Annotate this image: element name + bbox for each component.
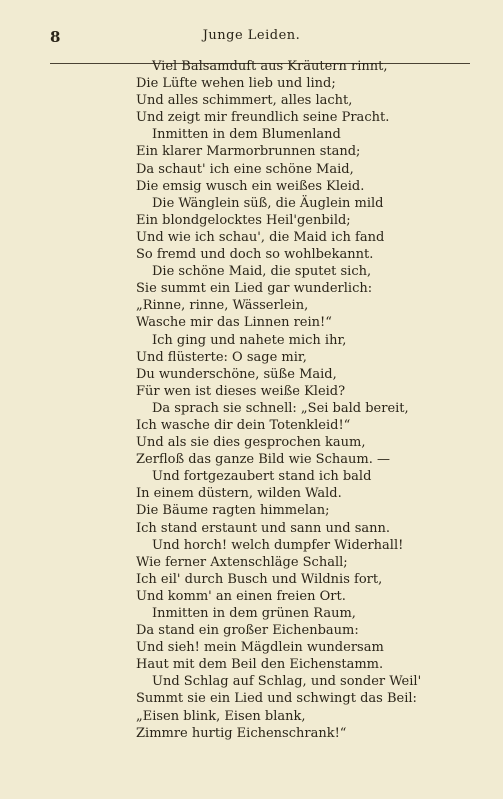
poem-line: Da stand ein großer Eichenbaum: bbox=[136, 623, 359, 639]
poem-line: Ich ging und nahete mich ihr, bbox=[152, 332, 347, 348]
poem-line: Die schöne Maid, die sputet sich, bbox=[152, 264, 372, 280]
poem-body bbox=[136, 58, 476, 742]
poem-line: Und fortgezaubert stand ich bald bbox=[152, 469, 372, 485]
poem-line: Viel Balsamduft aus Kräutern rinnt, bbox=[152, 59, 388, 74]
poem-line: Für wen ist dieses weiße Kleid? bbox=[136, 383, 346, 399]
poem-line: Da sprach sie schnell: „Sei bald bereit, bbox=[152, 400, 409, 416]
poem-line: Ein klarer Marmorbrunnen stand; bbox=[136, 144, 361, 160]
poem-line: Da schaut' ich eine schöne Maid, bbox=[136, 161, 354, 177]
poem-line: Die Bäume ragten himmelan; bbox=[136, 503, 330, 519]
poem-line: Und Schlag auf Schlag, und sonder Weil' bbox=[152, 674, 422, 690]
poem-line: Wasche mir das Linnen rein!“ bbox=[136, 315, 332, 331]
poem-line: Und als sie dies gesprochen kaum, bbox=[136, 435, 366, 451]
poem-line: Wie ferner Axtenschläge Schall; bbox=[136, 554, 348, 570]
poem-line: „Eisen blink, Eisen blank, bbox=[136, 708, 306, 724]
poem-line: Die emsig wusch ein weißes Kleid. bbox=[136, 178, 365, 194]
poem-line: Zimmre hurtig Eichenschrank!“ bbox=[136, 725, 347, 741]
page-header bbox=[0, 20, 503, 46]
poem-line: Und komm' an einen freien Ort. bbox=[136, 588, 346, 604]
poem-line: Ich eil' durch Busch und Wildnis fort, bbox=[136, 571, 383, 587]
poem-line: Zerfloß das ganze Bild wie Schaum. — bbox=[136, 452, 390, 468]
poem-line: Sie summt ein Lied gar wunderlich: bbox=[136, 281, 373, 297]
poem-line: Und flüsterte: O sage mir, bbox=[136, 349, 307, 365]
poem-line: Und sieh! mein Mägdlein wundersam bbox=[136, 640, 384, 656]
poem-line: Ein blondgelocktes Heil'genbild; bbox=[136, 212, 351, 228]
poem-line: Du wunderschöne, süße Maid, bbox=[136, 366, 337, 382]
poem-line: Ich stand erstaunt und sann und sann. bbox=[136, 520, 391, 536]
poem-line: Und alles schimmert, alles lacht, bbox=[136, 93, 353, 109]
poem-line: In einem düstern, wilden Wald. bbox=[136, 486, 342, 502]
poem-line: Inmitten in dem Blumenland bbox=[152, 127, 341, 143]
poem-line: Summt sie ein Lied und schwingt das Beil: bbox=[136, 691, 417, 707]
poem-line: „Rinne, rinne, Wässerlein, bbox=[136, 298, 309, 314]
poem-line: Die Wänglein süß, die Äuglein mild bbox=[152, 195, 384, 211]
poem-line: Die Lüfte wehen lieb und lind; bbox=[136, 76, 336, 92]
running-title: Junge Leiden. bbox=[202, 28, 301, 43]
poem-line: Und wie ich schau', die Maid ich fand bbox=[136, 229, 385, 245]
poem-line: Inmitten in dem grünen Raum, bbox=[152, 606, 356, 621]
poem-line: Ich wasche dir dein Totenkleid!“ bbox=[136, 417, 351, 433]
poem-line: Und zeigt mir freundlich seine Pracht. bbox=[136, 110, 390, 126]
poem-line: So fremd und doch so wohlbekannt. bbox=[136, 247, 374, 263]
poem-line: Haut mit dem Beil den Eichenstamm. bbox=[136, 657, 384, 673]
poem-line: Und horch! welch dumpfer Widerhall! bbox=[152, 537, 404, 553]
page-number: 8 bbox=[50, 28, 61, 46]
